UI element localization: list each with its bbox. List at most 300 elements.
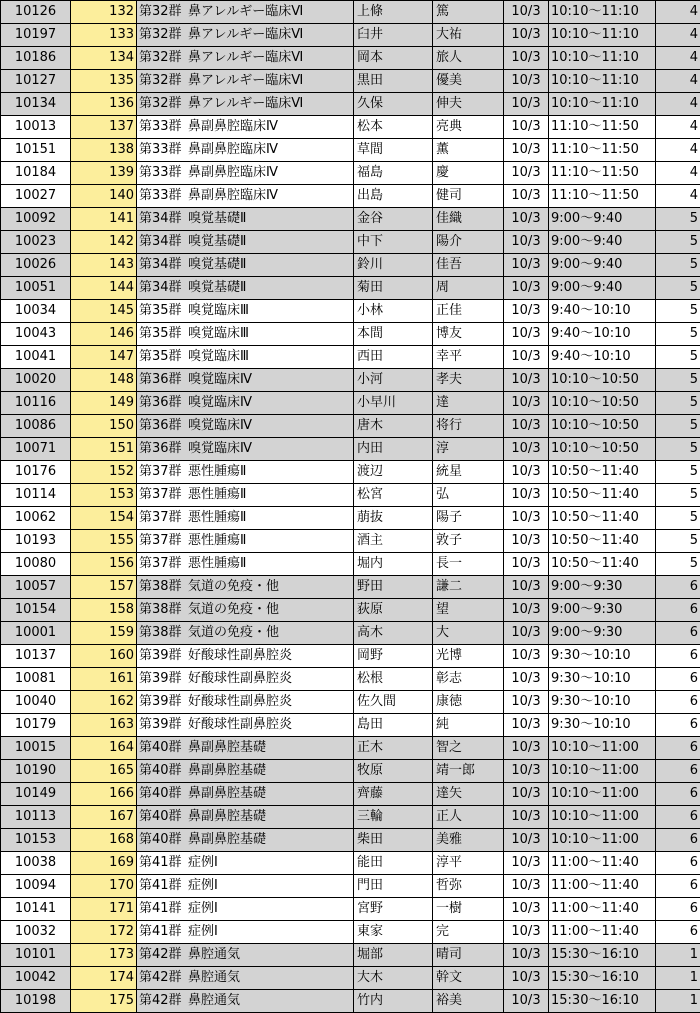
presenter-id-cell: 10126 [1, 1, 71, 24]
surname-cell: 小河 [354, 369, 433, 392]
session-group-label: 第34群 [139, 211, 182, 226]
room-cell: 6 [656, 645, 700, 668]
surname-cell: 竹内 [354, 990, 433, 1013]
surname-cell: 堀内 [354, 553, 433, 576]
session-title: 鼻副鼻腔臨床Ⅳ [188, 165, 278, 180]
table-row [1, 300, 700, 323]
surname-cell: 臼井 [354, 24, 433, 47]
date-cell: 10/3 [504, 323, 549, 346]
abstract-number-cell: 153 [71, 484, 137, 507]
table-row [1, 622, 700, 645]
abstract-number-cell: 175 [71, 990, 137, 1013]
date-cell: 10/3 [504, 162, 549, 185]
given-name-cell: 薫 [433, 139, 504, 162]
table-row [1, 737, 700, 760]
surname-cell: 久保 [354, 93, 433, 116]
session-cell [137, 116, 354, 139]
given-name-cell: 伸夫 [433, 93, 504, 116]
session-cell [137, 369, 354, 392]
presenter-id-cell: 10038 [1, 852, 71, 875]
presenter-id-cell: 10114 [1, 484, 71, 507]
table-row [1, 875, 700, 898]
session-cell [137, 93, 354, 116]
time-cell: 10:10～11:10 [549, 47, 656, 70]
date-cell: 10/3 [504, 875, 549, 898]
presenter-id-cell: 10015 [1, 737, 71, 760]
room-cell: 6 [656, 622, 700, 645]
session-group-label: 第36群 [139, 418, 182, 433]
table-row [1, 714, 700, 737]
room-cell: 4 [656, 24, 700, 47]
session-title: 嗅覚臨床Ⅳ [188, 441, 252, 456]
surname-cell: 宮野 [354, 898, 433, 921]
time-cell: 9:00～9:40 [549, 254, 656, 277]
given-name-cell: 優美 [433, 70, 504, 93]
time-cell: 10:50～11:40 [549, 553, 656, 576]
session-cell [137, 461, 354, 484]
session-cell [137, 530, 354, 553]
session-group-label: 第39群 [139, 671, 182, 686]
date-cell: 10/3 [504, 208, 549, 231]
room-cell: 4 [656, 162, 700, 185]
session-title: 好酸球性副鼻腔炎 [188, 694, 292, 709]
date-cell: 10/3 [504, 921, 549, 944]
given-name-cell: 孝夫 [433, 369, 504, 392]
abstract-number-cell: 158 [71, 599, 137, 622]
time-cell: 10:10～11:10 [549, 1, 656, 24]
given-name-cell: 彰志 [433, 668, 504, 691]
session-group-label: 第40群 [139, 763, 182, 778]
given-name-cell: 純 [433, 714, 504, 737]
surname-cell: 金谷 [354, 208, 433, 231]
room-cell: 5 [656, 277, 700, 300]
room-cell: 1 [656, 944, 700, 967]
session-title: 鼻アレルギー臨床Ⅵ [188, 27, 303, 42]
abstract-number-cell: 156 [71, 553, 137, 576]
date-cell: 10/3 [504, 645, 549, 668]
date-cell: 10/3 [504, 898, 549, 921]
abstract-number-cell: 139 [71, 162, 137, 185]
session-group-label: 第41群 [139, 924, 182, 939]
room-cell: 5 [656, 461, 700, 484]
time-cell: 11:00～11:40 [549, 898, 656, 921]
time-cell: 10:10～11:00 [549, 829, 656, 852]
given-name-cell: 達 [433, 392, 504, 415]
given-name-cell: 望 [433, 599, 504, 622]
presenter-id-cell: 10094 [1, 875, 71, 898]
session-group-label: 第41群 [139, 855, 182, 870]
abstract-number-cell: 165 [71, 760, 137, 783]
surname-cell: 堀部 [354, 944, 433, 967]
presenter-id-cell: 10043 [1, 323, 71, 346]
session-title: 鼻腔通気 [188, 947, 240, 962]
time-cell: 9:40～10:10 [549, 346, 656, 369]
given-name-cell: 康徳 [433, 691, 504, 714]
time-cell: 10:10～10:50 [549, 438, 656, 461]
date-cell: 10/3 [504, 507, 549, 530]
presenter-id-cell: 10179 [1, 714, 71, 737]
given-name-cell: 大 [433, 622, 504, 645]
session-group-label: 第42群 [139, 970, 182, 985]
presenter-id-cell: 10141 [1, 898, 71, 921]
date-cell: 10/3 [504, 185, 549, 208]
given-name-cell: 将行 [433, 415, 504, 438]
session-cell [137, 24, 354, 47]
table-row [1, 990, 700, 1013]
table-row [1, 691, 700, 714]
time-cell: 10:10～11:10 [549, 93, 656, 116]
session-cell [137, 599, 354, 622]
date-cell: 10/3 [504, 530, 549, 553]
given-name-cell: 健司 [433, 185, 504, 208]
time-cell: 9:00～9:30 [549, 599, 656, 622]
time-cell: 10:10～10:50 [549, 369, 656, 392]
session-group-label: 第34群 [139, 280, 182, 295]
room-cell: 6 [656, 829, 700, 852]
time-cell: 9:30～10:10 [549, 645, 656, 668]
presenter-id-cell: 10032 [1, 921, 71, 944]
abstract-number-cell: 167 [71, 806, 137, 829]
session-title: 鼻副鼻腔基礎 [188, 740, 266, 755]
date-cell: 10/3 [504, 783, 549, 806]
session-group-label: 第34群 [139, 234, 182, 249]
table-row [1, 277, 700, 300]
session-group-label: 第33群 [139, 119, 182, 134]
date-cell: 10/3 [504, 691, 549, 714]
session-title: 悪性腫瘍Ⅱ [188, 556, 246, 571]
session-cell [137, 852, 354, 875]
session-title: 鼻副鼻腔基礎 [188, 763, 266, 778]
date-cell: 10/3 [504, 438, 549, 461]
presenter-id-cell: 10134 [1, 93, 71, 116]
session-group-label: 第33群 [139, 142, 182, 157]
session-title: 気道の免疫・他 [188, 579, 279, 594]
table-row [1, 507, 700, 530]
session-title: 症例Ⅰ [188, 924, 218, 939]
time-cell: 9:00～9:30 [549, 576, 656, 599]
session-group-label: 第40群 [139, 809, 182, 824]
date-cell: 10/3 [504, 461, 549, 484]
table-row [1, 829, 700, 852]
abstract-number-cell: 142 [71, 231, 137, 254]
session-title: 鼻副鼻腔基礎 [188, 786, 266, 801]
time-cell: 10:10～11:00 [549, 783, 656, 806]
time-cell: 10:10～10:50 [549, 415, 656, 438]
session-title: 鼻副鼻腔基礎 [188, 809, 266, 824]
session-title: 嗅覚臨床Ⅲ [188, 303, 249, 318]
session-cell [137, 300, 354, 323]
session-group-label: 第35群 [139, 303, 182, 318]
session-title: 悪性腫瘍Ⅱ [188, 533, 246, 548]
surname-cell: 小早川 [354, 392, 433, 415]
table-row [1, 162, 700, 185]
room-cell: 5 [656, 415, 700, 438]
abstract-number-cell: 145 [71, 300, 137, 323]
given-name-cell: 長一 [433, 553, 504, 576]
presenter-id-cell: 10198 [1, 990, 71, 1013]
given-name-cell: 幹文 [433, 967, 504, 990]
presenter-id-cell: 10013 [1, 116, 71, 139]
given-name-cell: 達矢 [433, 783, 504, 806]
surname-cell: 正木 [354, 737, 433, 760]
session-cell [137, 668, 354, 691]
presenter-id-cell: 10127 [1, 70, 71, 93]
session-title: 嗅覚基礎Ⅱ [188, 211, 246, 226]
session-cell [137, 277, 354, 300]
date-cell: 10/3 [504, 70, 549, 93]
session-cell [137, 139, 354, 162]
room-cell: 6 [656, 921, 700, 944]
surname-cell: 牧原 [354, 760, 433, 783]
session-group-label: 第35群 [139, 326, 182, 341]
session-cell [137, 47, 354, 70]
abstract-number-cell: 133 [71, 24, 137, 47]
given-name-cell: 佳織 [433, 208, 504, 231]
abstract-number-cell: 134 [71, 47, 137, 70]
room-cell: 4 [656, 139, 700, 162]
abstract-number-cell: 164 [71, 737, 137, 760]
surname-cell: 岡野 [354, 645, 433, 668]
given-name-cell: 完 [433, 921, 504, 944]
time-cell: 10:10～11:00 [549, 760, 656, 783]
presenter-id-cell: 10190 [1, 760, 71, 783]
session-group-label: 第41群 [139, 901, 182, 916]
table-row [1, 484, 700, 507]
surname-cell: 東家 [354, 921, 433, 944]
surname-cell: 齊藤 [354, 783, 433, 806]
table-row [1, 369, 700, 392]
table-row [1, 139, 700, 162]
abstract-number-cell: 135 [71, 70, 137, 93]
session-cell [137, 346, 354, 369]
abstract-number-cell: 152 [71, 461, 137, 484]
date-cell: 10/3 [504, 484, 549, 507]
session-group-label: 第32群 [139, 27, 182, 42]
room-cell: 5 [656, 346, 700, 369]
time-cell: 10:50～11:40 [549, 507, 656, 530]
surname-cell: 西田 [354, 346, 433, 369]
session-cell [137, 944, 354, 967]
time-cell: 10:10～11:10 [549, 70, 656, 93]
room-cell: 6 [656, 668, 700, 691]
date-cell: 10/3 [504, 415, 549, 438]
abstract-number-cell: 143 [71, 254, 137, 277]
surname-cell: 高木 [354, 622, 433, 645]
table-row [1, 24, 700, 47]
session-group-label: 第39群 [139, 717, 182, 732]
room-cell: 4 [656, 116, 700, 139]
presenter-id-cell: 10042 [1, 967, 71, 990]
presenter-id-cell: 10086 [1, 415, 71, 438]
session-group-label: 第32群 [139, 4, 182, 19]
session-cell [137, 990, 354, 1013]
abstract-number-cell: 154 [71, 507, 137, 530]
room-cell: 5 [656, 369, 700, 392]
abstract-number-cell: 144 [71, 277, 137, 300]
session-title: 嗅覚臨床Ⅳ [188, 418, 252, 433]
session-title: 嗅覚基礎Ⅱ [188, 280, 246, 295]
time-cell: 9:30～10:10 [549, 714, 656, 737]
presenter-id-cell: 10186 [1, 47, 71, 70]
table-row [1, 346, 700, 369]
date-cell: 10/3 [504, 1, 549, 24]
room-cell: 6 [656, 576, 700, 599]
room-cell: 6 [656, 714, 700, 737]
surname-cell: 中下 [354, 231, 433, 254]
surname-cell: 三輪 [354, 806, 433, 829]
time-cell: 9:00～9:40 [549, 208, 656, 231]
table-row [1, 231, 700, 254]
abstract-number-cell: 168 [71, 829, 137, 852]
given-name-cell: 正人 [433, 806, 504, 829]
given-name-cell: 靖一郎 [433, 760, 504, 783]
session-group-label: 第37群 [139, 556, 182, 571]
session-title: 鼻アレルギー臨床Ⅵ [188, 73, 303, 88]
date-cell: 10/3 [504, 392, 549, 415]
table-row [1, 47, 700, 70]
session-group-label: 第37群 [139, 510, 182, 525]
surname-cell: 内田 [354, 438, 433, 461]
abstract-number-cell: 163 [71, 714, 137, 737]
room-cell: 6 [656, 806, 700, 829]
room-cell: 1 [656, 967, 700, 990]
surname-cell: 黒田 [354, 70, 433, 93]
session-cell [137, 415, 354, 438]
room-cell: 5 [656, 254, 700, 277]
table-row [1, 392, 700, 415]
session-cell [137, 323, 354, 346]
surname-cell: 酒主 [354, 530, 433, 553]
surname-cell: 門田 [354, 875, 433, 898]
abstract-number-cell: 162 [71, 691, 137, 714]
given-name-cell: 敦子 [433, 530, 504, 553]
abstract-number-cell: 166 [71, 783, 137, 806]
date-cell: 10/3 [504, 622, 549, 645]
presenter-id-cell: 10023 [1, 231, 71, 254]
presenter-id-cell: 10101 [1, 944, 71, 967]
time-cell: 10:50～11:40 [549, 484, 656, 507]
date-cell: 10/3 [504, 116, 549, 139]
table-row [1, 921, 700, 944]
abstract-number-cell: 140 [71, 185, 137, 208]
date-cell: 10/3 [504, 93, 549, 116]
date-cell: 10/3 [504, 990, 549, 1013]
session-cell [137, 1, 354, 24]
session-title: 症例Ⅰ [188, 901, 218, 916]
room-cell: 5 [656, 323, 700, 346]
table-row [1, 553, 700, 576]
time-cell: 9:00～9:40 [549, 277, 656, 300]
presenter-id-cell: 10001 [1, 622, 71, 645]
session-title: 症例Ⅰ [188, 878, 218, 893]
date-cell: 10/3 [504, 576, 549, 599]
session-group-label: 第38群 [139, 579, 182, 594]
room-cell: 6 [656, 760, 700, 783]
time-cell: 10:10～10:50 [549, 392, 656, 415]
abstract-number-cell: 172 [71, 921, 137, 944]
time-cell: 11:10～11:50 [549, 116, 656, 139]
given-name-cell: 幸平 [433, 346, 504, 369]
session-title: 悪性腫瘍Ⅱ [188, 464, 246, 479]
presenter-id-cell: 10080 [1, 553, 71, 576]
date-cell: 10/3 [504, 254, 549, 277]
time-cell: 9:40～10:10 [549, 323, 656, 346]
session-group-label: 第40群 [139, 832, 182, 847]
room-cell: 4 [656, 1, 700, 24]
date-cell: 10/3 [504, 829, 549, 852]
date-cell: 10/3 [504, 806, 549, 829]
session-group-label: 第39群 [139, 648, 182, 663]
presenter-id-cell: 10057 [1, 576, 71, 599]
date-cell: 10/3 [504, 346, 549, 369]
table-row [1, 185, 700, 208]
session-cell [137, 898, 354, 921]
given-name-cell: 陽介 [433, 231, 504, 254]
abstract-number-cell: 173 [71, 944, 137, 967]
date-cell: 10/3 [504, 47, 549, 70]
session-cell [137, 507, 354, 530]
surname-cell: 福島 [354, 162, 433, 185]
table-row [1, 760, 700, 783]
date-cell: 10/3 [504, 714, 549, 737]
session-title: 症例Ⅰ [188, 855, 218, 870]
session-title: 嗅覚臨床Ⅳ [188, 372, 252, 387]
session-group-label: 第38群 [139, 602, 182, 617]
session-title: 鼻副鼻腔臨床Ⅳ [188, 142, 278, 157]
time-cell: 11:10～11:50 [549, 185, 656, 208]
session-cell [137, 645, 354, 668]
surname-cell: 松根 [354, 668, 433, 691]
session-group-label: 第37群 [139, 464, 182, 479]
date-cell: 10/3 [504, 852, 549, 875]
date-cell: 10/3 [504, 277, 549, 300]
session-cell [137, 254, 354, 277]
surname-cell: 唐木 [354, 415, 433, 438]
session-group-label: 第38群 [139, 625, 182, 640]
table-row [1, 415, 700, 438]
abstract-number-cell: 160 [71, 645, 137, 668]
table-row [1, 898, 700, 921]
given-name-cell: 正佳 [433, 300, 504, 323]
session-cell [137, 829, 354, 852]
room-cell: 5 [656, 484, 700, 507]
session-cell [137, 921, 354, 944]
given-name-cell: 謙二 [433, 576, 504, 599]
session-cell [137, 691, 354, 714]
session-group-label: 第42群 [139, 993, 182, 1008]
abstract-number-cell: 136 [71, 93, 137, 116]
table-row [1, 852, 700, 875]
session-cell [137, 553, 354, 576]
session-title: 鼻アレルギー臨床Ⅵ [188, 4, 303, 19]
given-name-cell: 統星 [433, 461, 504, 484]
time-cell: 11:10～11:50 [549, 162, 656, 185]
session-title: 鼻腔通気 [188, 970, 240, 985]
session-title: 嗅覚臨床Ⅲ [188, 349, 249, 364]
time-cell: 9:00～9:30 [549, 622, 656, 645]
room-cell: 4 [656, 185, 700, 208]
session-group-label: 第35群 [139, 349, 182, 364]
time-cell: 10:10～11:10 [549, 24, 656, 47]
given-name-cell: 晴司 [433, 944, 504, 967]
room-cell: 5 [656, 392, 700, 415]
table-row [1, 944, 700, 967]
time-cell: 15:30～16:10 [549, 990, 656, 1013]
surname-cell: 出島 [354, 185, 433, 208]
room-cell: 1 [656, 990, 700, 1013]
time-cell: 10:10～11:00 [549, 806, 656, 829]
surname-cell: 野田 [354, 576, 433, 599]
